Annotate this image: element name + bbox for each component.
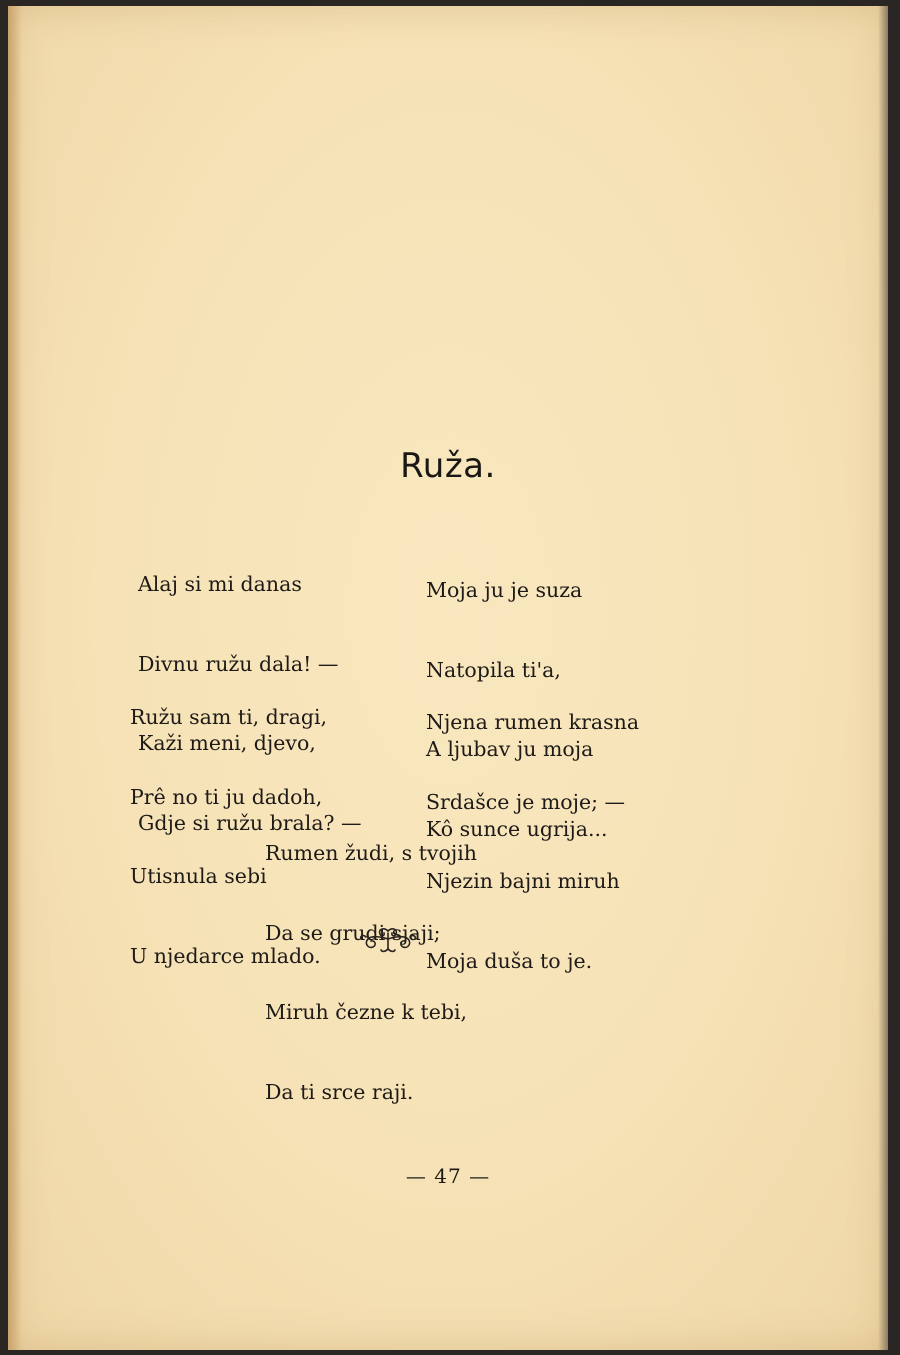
verse-line: Alaj si mi danas bbox=[138, 572, 302, 596]
verse-line: Rumen žudi, s tvojih bbox=[265, 841, 477, 865]
verse-line: Prê no ti ju dadoh, bbox=[130, 784, 323, 809]
verse-line: U njedarce mlado. bbox=[130, 943, 321, 968]
verse-line: Utisnula sebi bbox=[130, 864, 267, 888]
verse-line: Da se grudi sjaji; bbox=[265, 920, 441, 945]
verse-line: Njezin bajni miruh bbox=[426, 869, 620, 893]
verse-line: Srdašce je moje; — bbox=[426, 789, 626, 814]
book-page bbox=[8, 6, 888, 1350]
verse-line: Da ti srce raji. bbox=[265, 1079, 414, 1104]
poem-title: Ruža. bbox=[400, 446, 496, 486]
stanza-5 bbox=[265, 787, 477, 1158]
verse-line: Kaži meni, djevo, bbox=[138, 731, 316, 755]
verse-line: Gdje si ružu brala? — bbox=[138, 810, 362, 835]
verse-line: Moja ju je suza bbox=[426, 578, 583, 602]
verse-line: A ljubav ju moja bbox=[426, 737, 594, 761]
page-gutter-shadow bbox=[8, 6, 22, 1350]
verse-line: Moja duša to je. bbox=[426, 948, 593, 973]
floral-vignette-icon bbox=[358, 925, 418, 955]
verse-line: Miruh čezne k tebi, bbox=[265, 1000, 468, 1024]
page-number: — 47 — bbox=[405, 1164, 491, 1188]
verse-line: Natopila ti'a, bbox=[426, 657, 561, 682]
verse-line: Njena rumen krasna bbox=[426, 710, 640, 734]
verse-line: Divnu ružu dala! — bbox=[138, 651, 339, 676]
page-edge-shadow bbox=[878, 6, 888, 1350]
verse-line: Kô sunce ugrija... bbox=[426, 816, 608, 841]
verse-line: Ružu sam ti, dragi, bbox=[130, 705, 328, 729]
